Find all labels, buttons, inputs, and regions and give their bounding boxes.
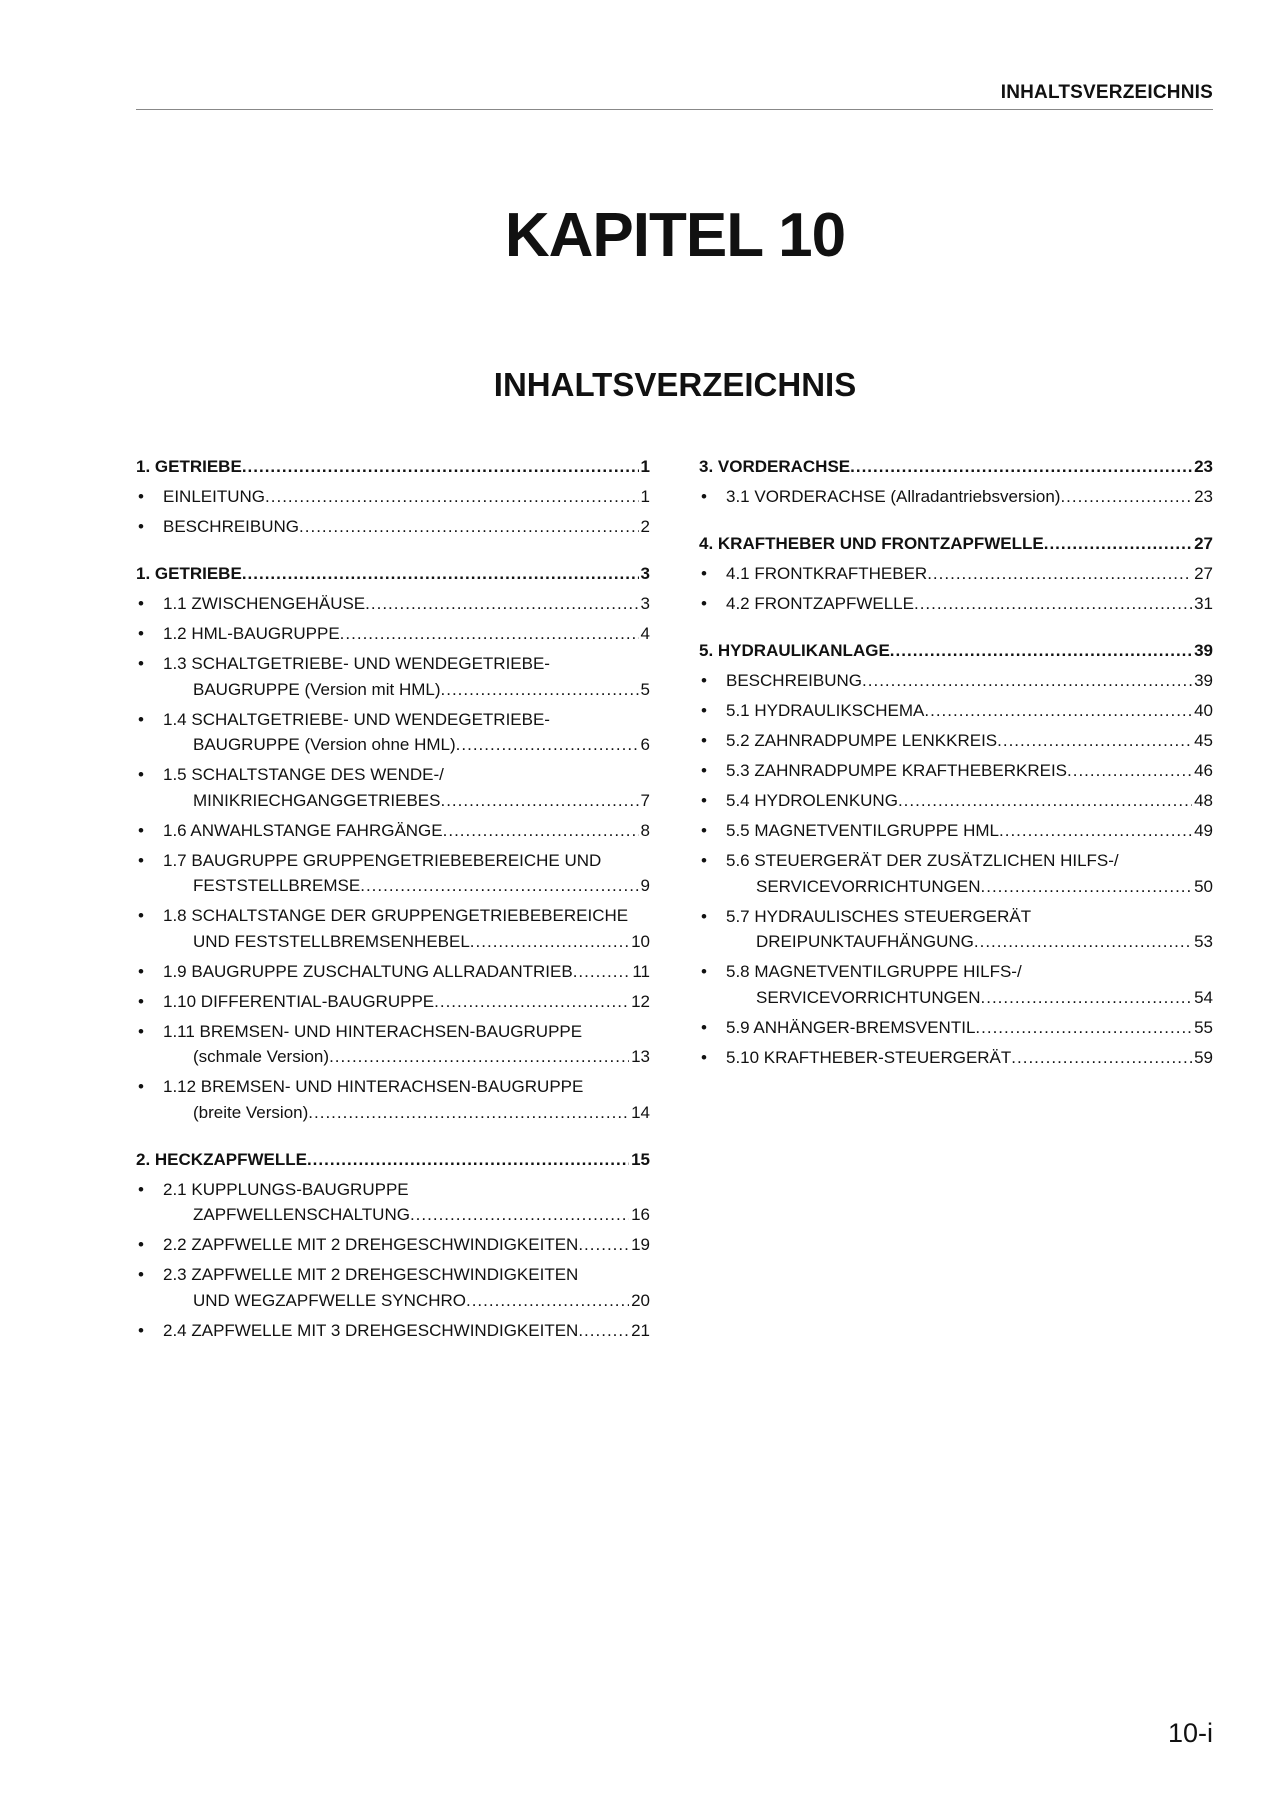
toc-entry[interactable] bbox=[136, 957, 650, 987]
bullet-icon: • bbox=[701, 791, 707, 810]
bullet-icon: • bbox=[138, 594, 144, 613]
bullet-icon: • bbox=[701, 906, 707, 926]
toc-entry-text: 1.11 BREMSEN- UND HINTERACHSEN-BAUGRUPPE bbox=[163, 1021, 583, 1041]
dot-leader bbox=[924, 696, 1192, 726]
toc-entry-text: 2.4 ZAPFWELLE MIT 3 DREHGESCHWINDIGKEITEN bbox=[163, 1320, 579, 1340]
dot-leader bbox=[1067, 756, 1192, 786]
toc-page-number: 54 bbox=[1194, 987, 1213, 1007]
toc-entry[interactable] bbox=[699, 786, 1213, 816]
bullet-icon: • bbox=[138, 1021, 144, 1041]
toc-page-number: 2 bbox=[640, 517, 650, 536]
toc-entry[interactable] bbox=[136, 705, 650, 761]
dot-leader bbox=[578, 1230, 629, 1260]
dot-leader bbox=[573, 957, 631, 987]
toc-page-number: 27 bbox=[1194, 564, 1213, 583]
toc-entry[interactable] bbox=[136, 816, 650, 846]
dot-leader bbox=[360, 871, 638, 901]
toc-entry-text: (breite Version) bbox=[193, 1102, 309, 1122]
toc-entry-text: 1.7 BAUGRUPPE GRUPPENGETRIEBEBEREICHE UND bbox=[163, 850, 602, 870]
toc-page-number: 3 bbox=[640, 594, 650, 613]
toc-entry-text: 1.6 ANWAHLSTANGE FAHRGÄNGE bbox=[163, 820, 443, 840]
toc-entry-text: 2. HECKZAPFWELLE bbox=[136, 1149, 307, 1169]
toc-entry-text: 1.3 SCHALTGETRIEBE- UND WENDEGETRIEBE- bbox=[163, 654, 550, 673]
dot-leader bbox=[410, 1200, 629, 1230]
toc-entry-text: 4. KRAFTHEBER UND FRONTZAPFWELLE bbox=[699, 534, 1044, 553]
toc-entry[interactable] bbox=[136, 482, 650, 512]
toc-page-number: 12 bbox=[631, 991, 650, 1011]
toc-group bbox=[136, 559, 650, 1128]
toc-entry-text: 5.8 MAGNETVENTILGRUPPE HILFS-/ bbox=[726, 962, 1022, 981]
toc-entry-text: ZAPFWELLENSCHALTUNG bbox=[193, 1205, 410, 1224]
bullet-icon: • bbox=[138, 820, 144, 840]
toc-entry-text: EINLEITUNG bbox=[163, 487, 266, 506]
toc-page-number: 1 bbox=[640, 487, 650, 506]
toc-page-number: 16 bbox=[631, 1205, 650, 1224]
toc-page-number: 50 bbox=[1194, 876, 1213, 896]
toc-entry-text: 5.1 HYDRAULIKSCHEMA bbox=[726, 701, 925, 720]
bullet-icon: • bbox=[701, 851, 707, 870]
toc-page-number: 53 bbox=[1194, 932, 1213, 951]
toc-entry-text: 1.12 BREMSEN- UND HINTERACHSEN-BAUGRUPPE bbox=[163, 1077, 584, 1096]
dot-leader bbox=[890, 636, 1192, 666]
toc-entry[interactable] bbox=[136, 512, 650, 542]
toc-page-number: 55 bbox=[1194, 1017, 1213, 1037]
bullet-icon: • bbox=[138, 1235, 144, 1254]
toc-page-number: 39 bbox=[1194, 641, 1213, 660]
toc-left-column bbox=[136, 452, 650, 1363]
toc-entry-text: UND WEGZAPFWELLE SYNCHRO bbox=[193, 1290, 466, 1310]
toc-entry-text: 1.2 HML-BAUGRUPPE bbox=[163, 624, 340, 643]
dot-leader bbox=[329, 1042, 629, 1072]
dot-leader bbox=[999, 816, 1192, 846]
bullet-icon: • bbox=[138, 1077, 144, 1096]
chapter-title: KAPITEL 10 bbox=[504, 201, 846, 270]
toc-group bbox=[136, 452, 650, 542]
bullet-icon: • bbox=[701, 594, 707, 613]
bullet-icon: • bbox=[138, 961, 144, 981]
toc-page-number: 6 bbox=[640, 735, 650, 754]
bullet-icon: • bbox=[701, 701, 707, 720]
dot-leader bbox=[265, 482, 639, 512]
toc-entry-text: 1.8 SCHALTSTANGE DER GRUPPENGETRIEBEBEREICHE bbox=[163, 906, 629, 925]
toc-page-number: 11 bbox=[632, 961, 650, 981]
toc-page-number: 21 bbox=[631, 1320, 650, 1340]
toc-entry[interactable] bbox=[699, 1043, 1213, 1073]
toc-entry[interactable] bbox=[699, 902, 1213, 958]
dot-leader bbox=[434, 987, 629, 1017]
toc-page-number: 3 bbox=[640, 564, 650, 583]
toc-group bbox=[699, 529, 1213, 619]
toc-section-heading[interactable] bbox=[136, 1145, 650, 1175]
dot-leader bbox=[981, 872, 1193, 902]
bullet-icon: • bbox=[138, 850, 144, 870]
toc-entry-text: 5.4 HYDROLENKUNG bbox=[726, 791, 898, 810]
bullet-icon: • bbox=[701, 1017, 707, 1037]
toc-entry-text: 3. VORDERACHSE bbox=[699, 457, 851, 476]
bullet-icon: • bbox=[138, 1265, 144, 1284]
dot-leader bbox=[242, 559, 639, 589]
dot-leader bbox=[974, 927, 1192, 957]
bullet-icon: • bbox=[138, 624, 144, 643]
toc-section-heading[interactable] bbox=[699, 452, 1213, 482]
bullet-icon: • bbox=[701, 564, 707, 583]
toc-entry[interactable] bbox=[699, 846, 1213, 902]
toc-entry-text: 1. GETRIEBE bbox=[136, 564, 242, 583]
toc-entry[interactable] bbox=[699, 957, 1213, 1013]
toc-entry-text: 5.7 HYDRAULISCHES STEUERGERÄT bbox=[726, 906, 1032, 926]
toc-entry-text: 4.1 FRONTKRAFTHEBER bbox=[726, 564, 928, 583]
toc-page-number: 8 bbox=[640, 820, 650, 840]
toc-group bbox=[136, 1145, 650, 1346]
toc-page-number: 23 bbox=[1194, 457, 1213, 476]
dot-leader bbox=[466, 1286, 629, 1316]
toc-entry-text: 5.5 MAGNETVENTILGRUPPE HML bbox=[726, 821, 1000, 840]
toc-entry[interactable] bbox=[136, 1017, 650, 1073]
bullet-icon: • bbox=[701, 1047, 707, 1067]
toc-page-number: 1 bbox=[640, 457, 650, 476]
toc-entry-text: 5.2 ZAHNRADPUMPE LENKKREIS bbox=[726, 731, 998, 750]
toc-section-heading[interactable] bbox=[699, 636, 1213, 666]
toc-right-column bbox=[699, 452, 1213, 1090]
toc-entry[interactable] bbox=[699, 726, 1213, 756]
toc-title: INHALTSVERZEICHNIS bbox=[493, 366, 857, 403]
dot-leader bbox=[1011, 1043, 1192, 1073]
toc-entry[interactable] bbox=[699, 666, 1213, 696]
bullet-icon: • bbox=[138, 487, 144, 506]
toc-page-number: 45 bbox=[1194, 731, 1213, 750]
toc-page-number: 4 bbox=[640, 624, 650, 643]
toc-page-number: 13 bbox=[631, 1047, 650, 1066]
toc-entry-text: 1.1 ZWISCHENGEHÄUSE bbox=[163, 594, 366, 613]
dot-leader bbox=[441, 675, 639, 705]
page-number: 10-i bbox=[1167, 1718, 1213, 1748]
toc-entry-text: 2.2 ZAPFWELLE MIT 2 DREHGESCHWINDIGKEITEN bbox=[163, 1235, 579, 1254]
dot-leader bbox=[456, 730, 639, 760]
toc-entry[interactable] bbox=[136, 901, 650, 957]
toc-section-heading[interactable] bbox=[699, 529, 1213, 559]
toc-entry-text: 1.4 SCHALTGETRIEBE- UND WENDEGETRIEBE- bbox=[163, 709, 550, 729]
toc-page-number: 40 bbox=[1194, 701, 1213, 720]
toc-section-heading[interactable] bbox=[136, 452, 650, 482]
toc-page-number: 23 bbox=[1194, 487, 1213, 506]
toc-entry[interactable] bbox=[699, 816, 1213, 846]
dot-leader bbox=[299, 512, 639, 542]
toc-page-number: 7 bbox=[640, 790, 650, 810]
toc-page-number: 49 bbox=[1194, 821, 1213, 840]
bullet-icon: • bbox=[701, 962, 707, 981]
toc-entry[interactable] bbox=[699, 589, 1213, 619]
dot-leader bbox=[470, 927, 629, 957]
bullet-icon: • bbox=[138, 1320, 144, 1340]
bullet-icon: • bbox=[138, 991, 144, 1011]
toc-entry[interactable] bbox=[699, 559, 1213, 589]
toc-entry[interactable] bbox=[136, 987, 650, 1017]
toc-page-number: 10 bbox=[631, 931, 650, 951]
bullet-icon: • bbox=[701, 761, 707, 780]
dot-leader bbox=[440, 786, 638, 816]
toc-entry-text: BESCHREIBUNG bbox=[726, 671, 863, 690]
toc-entry-text: 1. GETRIEBE bbox=[136, 457, 242, 476]
running-header: INHALTSVERZEICHNIS bbox=[1000, 82, 1213, 103]
bullet-icon: • bbox=[138, 517, 144, 536]
toc-entry-text: 3.1 VORDERACHSE (Allradantriebsversion) bbox=[726, 487, 1061, 506]
toc-entry[interactable] bbox=[699, 696, 1213, 726]
toc-entry[interactable] bbox=[136, 1316, 650, 1346]
toc-page-number: 46 bbox=[1194, 761, 1213, 780]
toc-page-number: 15 bbox=[631, 1149, 650, 1169]
dot-leader bbox=[927, 559, 1192, 589]
toc-page-number: 20 bbox=[631, 1290, 650, 1310]
toc-entry[interactable] bbox=[699, 482, 1213, 512]
toc-page-number: 5 bbox=[640, 679, 650, 699]
toc-entry-text: 1.9 BAUGRUPPE ZUSCHALTUNG ALLRADANTRIEB bbox=[163, 961, 573, 981]
dot-leader bbox=[443, 816, 639, 846]
toc-entry-text: 2.1 KUPPLUNGS-BAUGRUPPE bbox=[163, 1179, 409, 1199]
dot-leader bbox=[975, 1013, 1192, 1043]
toc-entry-text: DREIPUNKTAUFHÄNGUNG bbox=[756, 932, 974, 951]
toc-entry-text: 5.10 KRAFTHEBER-STEUERGERÄT bbox=[726, 1047, 1012, 1067]
bullet-icon: • bbox=[138, 906, 144, 925]
toc-entry[interactable] bbox=[136, 649, 650, 705]
toc-group bbox=[699, 452, 1213, 512]
dot-leader bbox=[578, 1316, 629, 1346]
header-rule bbox=[136, 109, 1213, 110]
bullet-icon: • bbox=[138, 654, 144, 673]
dot-leader bbox=[850, 452, 1192, 482]
dot-leader bbox=[365, 589, 638, 619]
toc-entry-text: 5.3 ZAHNRADPUMPE KRAFTHEBERKREIS bbox=[726, 761, 1068, 780]
toc-entry-text: 1.5 SCHALTSTANGE DES WENDE-/ bbox=[163, 765, 444, 784]
dot-leader bbox=[1060, 482, 1192, 512]
toc-entry-text: 1.10 DIFFERENTIAL-BAUGRUPPE bbox=[163, 991, 435, 1011]
toc-entry-text: BAUGRUPPE (Version mit HML) bbox=[193, 679, 441, 699]
toc-entry-text: SERVICEVORRICHTUNGEN bbox=[756, 876, 981, 896]
toc-entry-text: MINIKRIECHGANGGETRIEBES bbox=[193, 790, 441, 810]
toc-group bbox=[699, 636, 1213, 1073]
dot-leader bbox=[997, 726, 1192, 756]
bullet-icon: • bbox=[138, 709, 144, 729]
toc-entry-text: UND FESTSTELLBREMSENHEBEL bbox=[193, 931, 470, 951]
toc-entry[interactable] bbox=[136, 846, 650, 902]
dot-leader bbox=[914, 589, 1192, 619]
dot-leader bbox=[981, 983, 1193, 1013]
toc-entry-text: SERVICEVORRICHTUNGEN bbox=[756, 987, 981, 1007]
toc-page-number: 19 bbox=[631, 1235, 650, 1254]
toc-entry[interactable] bbox=[699, 756, 1213, 786]
dot-leader bbox=[862, 666, 1192, 696]
toc-page-number: 59 bbox=[1194, 1047, 1213, 1067]
toc-entry[interactable] bbox=[136, 1072, 650, 1128]
toc-entry-text: 5.6 STEUERGERÄT DER ZUSÄTZLICHEN HILFS-/ bbox=[726, 851, 1119, 870]
dot-leader bbox=[340, 619, 639, 649]
bullet-icon: • bbox=[701, 671, 707, 690]
toc-entry-text: BESCHREIBUNG bbox=[163, 517, 300, 536]
toc-entry[interactable] bbox=[136, 1230, 650, 1260]
dot-leader bbox=[898, 786, 1192, 816]
toc-page-number: 48 bbox=[1194, 791, 1213, 810]
toc-entry-text: 5.9 ANHÄNGER-BREMSVENTIL bbox=[726, 1017, 976, 1037]
dot-leader bbox=[1044, 529, 1192, 559]
toc-page-number: 27 bbox=[1194, 534, 1213, 553]
bullet-icon: • bbox=[701, 731, 707, 750]
bullet-icon: • bbox=[138, 1179, 144, 1199]
toc-section-heading[interactable] bbox=[136, 559, 650, 589]
toc-entry-text: FESTSTELLBREMSE bbox=[193, 876, 361, 895]
toc-entry[interactable] bbox=[136, 1175, 650, 1231]
bullet-icon: • bbox=[138, 765, 144, 784]
toc-page-number: 14 bbox=[631, 1102, 650, 1122]
bullet-icon: • bbox=[701, 821, 707, 840]
dot-leader bbox=[308, 1098, 629, 1128]
toc-entry-text: 4.2 FRONTZAPFWELLE bbox=[726, 594, 914, 613]
bullet-icon: • bbox=[701, 487, 707, 506]
toc-entry[interactable] bbox=[136, 760, 650, 816]
toc-entry-text: 5. HYDRAULIKANLAGE bbox=[699, 641, 890, 660]
dot-leader bbox=[242, 452, 639, 482]
toc-entry[interactable] bbox=[136, 589, 650, 619]
toc-entry[interactable] bbox=[136, 619, 650, 649]
toc-entry[interactable] bbox=[699, 1013, 1213, 1043]
toc-entry[interactable] bbox=[136, 1260, 650, 1316]
dot-leader bbox=[307, 1145, 629, 1175]
toc-entry-text: (schmale Version) bbox=[193, 1047, 330, 1066]
toc-page-number: 39 bbox=[1194, 671, 1213, 690]
toc-entry-text: 2.3 ZAPFWELLE MIT 2 DREHGESCHWINDIGKEITEN bbox=[163, 1265, 579, 1284]
toc-entry-text: BAUGRUPPE (Version ohne HML) bbox=[193, 735, 456, 754]
toc-page-number: 31 bbox=[1194, 594, 1213, 613]
toc-page-number: 9 bbox=[640, 876, 650, 895]
